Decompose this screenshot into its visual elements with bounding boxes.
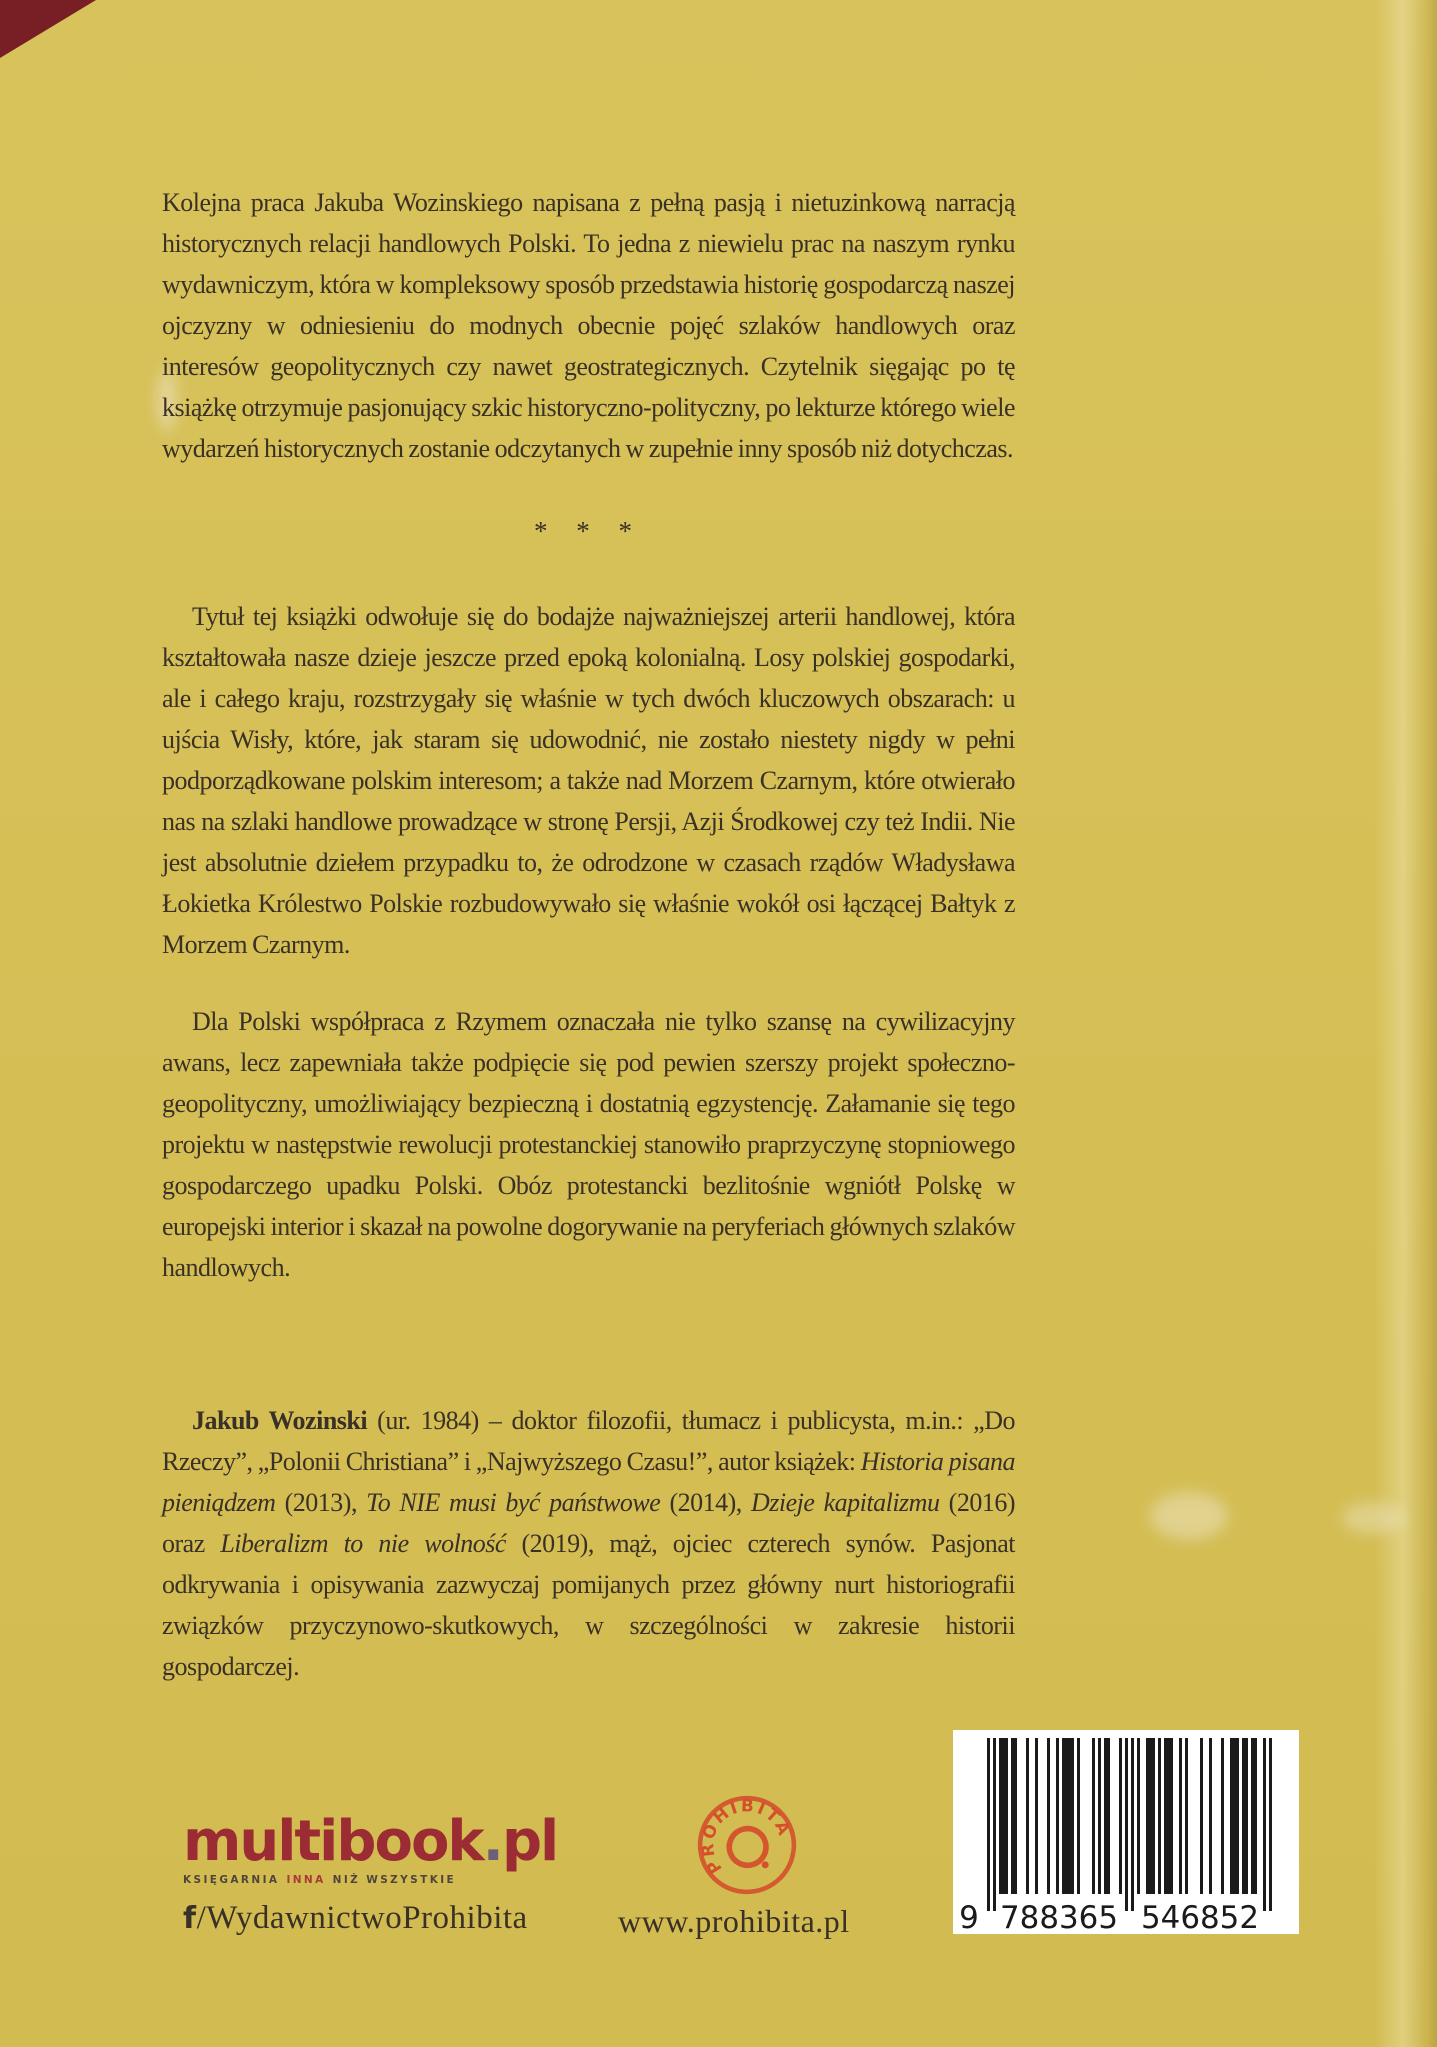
blurb-paragraph-1: Kolejna praca Jakuba Wozinskiego napisana z pełną pasją i nietuzinkową narracją historycznych relacji handlowych Polski. To jedna z niewielu prac na naszym rynku wydawniczym, która w kompleksowy sposób przedstawia historię gospodarczą naszej ojczyzny w odniesieniu do modnych obecnie pojęć szlaków handlowych oraz interesów geopolitycznych czy nawet geostrategicznych. Czytelnik sięgając po tę książkę otrzymuje pasjonujący szkic historyczno-polityczny, po lekturze którego wiele wydarzeń historycznych zostanie odczytanych w zupełnie inny sposób niż dotychczas. [162,188,1015,463]
facebook-handle [183,1900,528,1937]
back-cover-text [162,182,1015,1687]
prohibita-stamp-icon [694,1792,800,1898]
multibook-wordmark [183,1809,558,1874]
barcode-digits-0: 9 [959,1900,979,1934]
facebook-handle-text: /WydawnictwoProhibita [196,1900,528,1936]
multibook-name: multibook [183,1809,483,1874]
website-url: www.prohibita.pl [618,1903,850,1939]
blurb-paragraph-3: Dla Polski współpraca z Rzymem oznaczała nie tylko szansę na cywilizacyjny awans, lecz zapewniała także podpięcie się pod pewien szerszy projekt społeczno-geopolityczny, umożliwiający bezpieczną i dostatnią egzystencję. Załamanie się tego projektu w następstwie rewolucji protestanckiej stanowiło praprzyczynę stopniowego gospodarczego upadku Polski. Obóz protestancki bezlitośnie wgniótł Polskę w europejski interior i skazał na powolne dogorywanie na peryferiach głównych szlaków handlowych. [162,1007,1015,1282]
paper-smudge [1150,1492,1228,1540]
multibook-logo [183,1809,558,1886]
isbn-barcode [953,1730,1299,1934]
multibook-tagline: KSIĘGARNIA INNA NIŻ WSZYSTKIE [183,1874,457,1886]
section-separator: * * * [534,516,643,546]
paper-smudge [1342,1502,1406,1534]
cover-corner-shadow [0,0,96,58]
stamp-text: PROHIBITA [696,1795,796,1878]
barcode-digits-2: 546852 [1141,1900,1259,1934]
multibook-dot: . [482,1809,502,1874]
blurb-paragraph-2: Tytuł tej książki odwołuje się do bodajże najważniejszej arterii handlowej, która kształtowała nasze dzieje jeszcze przed epoką kolonialną. Losy polskiej gospodarki, ale i całego kraju, rozstrzygały się właśnie w tych dwóch kluczowych obszarach: u ujścia Wisły, które, jak staram się udowodnić, nie zostało niestety nigdy w pełni podporządkowane polskim interesom; a także nad Morzem Czarnym, które otwierało nas na szlaki handlowe prowadzące w stronę Persji, Azji Środkowej czy też Indii. Nie jest absolutnie dziełem przypadku to, że odrodzone w czasach rządów Władysława Łokietka Królestwo Polskie rozbudowywało się właśnie wokół osi łączącej Bałtyk z Morzem Czarnym. [162,602,1015,959]
multibook-tld: pl [501,1809,558,1874]
barcode-bars [953,1730,1299,1934]
barcode-digits-1: 788365 [1000,1900,1118,1934]
author-bio: Jakub Wozinski (ur. 1984) – doktor filozofii, tłumacz i publicysta, m.in.: „Do Rzeczy”, „Polonii Christiana” i „Najwyższego Czasu!”, autor książek: Historia pisana pieniądzem (2013), To NIE musi być państwowe (2014), Dzieje kapitalizmu (2016) oraz Liberalizm to nie wolność (2019), mąż, ojciec czterech synów. Pasjonat odkrywania i opisywania zazwyczaj pomijanych przez główny nurt historiografii związków przyczynowo-skutkowych, w szczególności w zakresie historii gospodarczej. [162,1406,1015,1681]
book-edge-shading [1375,0,1437,2047]
facebook-icon: f [183,1901,197,1936]
